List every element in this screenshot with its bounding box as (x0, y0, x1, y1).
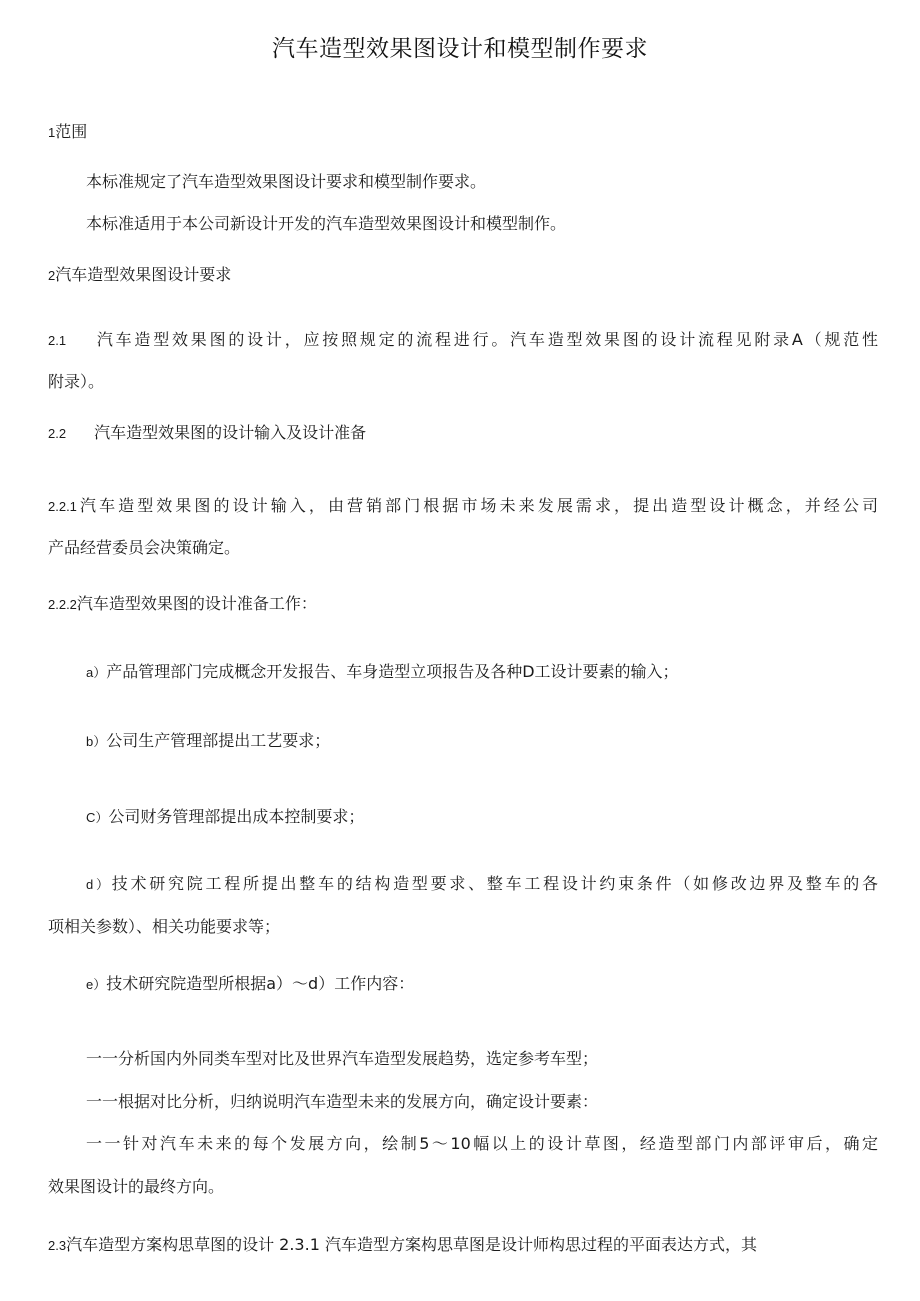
dash-item-2 (86, 1081, 878, 1123)
dash-text: 根据对比分析，归纳说明汽车造型未来的发展方向，确定设计要素： (118, 1092, 599, 1111)
clause-2-2-1-line-1 (48, 485, 878, 528)
paragraph: 本标准规定了汽车造型效果图设计要求和模型制作要求。 (86, 172, 487, 191)
list-item-c (86, 796, 878, 839)
item-marker: d） (86, 877, 112, 892)
dash-item-1 (86, 1038, 878, 1080)
item-text: 技术研究院工程所提出整车的结构造型要求、整车工程设计约束条件（如修改边界及整车的各 (111, 874, 878, 893)
paragraph: 本标准适用于本公司新设计开发的汽车造型效果图设计和模型制作。 (86, 214, 567, 233)
clause-2-2-2 (48, 583, 878, 626)
item-text: 技术研究院造型所根据a）～d）工作内容： (106, 974, 415, 993)
document-title: 汽车造型效果图设计和模型制作要求 (272, 36, 648, 62)
dash-item-3-line-1 (86, 1123, 878, 1165)
section-number: 1 (48, 125, 56, 140)
clause-number: 2.2.2 (48, 597, 77, 612)
list-item-e (86, 963, 878, 1006)
list-item-d-line-1 (86, 863, 878, 906)
dash-item-3-line-2: 效果图设计的最终方向。 (48, 1177, 225, 1196)
dash-text: 分析国内外同类车型对比及世界汽车造型发展趋势，选定参考车型； (118, 1049, 599, 1068)
clause-2-1-line-2: 附录）。 (48, 372, 105, 391)
clause-number: 2.2.1 (48, 499, 77, 514)
clause-text: 汽车造型效果图的设计，应按照规定的流程进行。汽车造型效果图的设计流程见附录A（规范性 (94, 330, 878, 349)
clause-text: 汽车造型效果图的设计输入及设计准备 (94, 423, 367, 442)
item-marker: b） (86, 734, 107, 749)
dash-marker: 一一 (86, 1134, 124, 1153)
clause-2-1-line-1 (48, 319, 878, 362)
list-item-b (86, 720, 878, 763)
clause-2-2-1-line-2: 产品经营委员会决策确定。 (48, 538, 241, 557)
item-marker: a） (86, 665, 107, 680)
item-marker: e） (86, 977, 107, 992)
clause-number: 2.3 (48, 1238, 67, 1253)
list-item-a (86, 651, 878, 694)
clause-2-3 (48, 1224, 878, 1267)
section-1-heading (48, 111, 878, 154)
clause-text: 汽车造型效果图的设计准备工作： (76, 594, 317, 613)
item-text: 产品管理部门完成概念开发报告、车身造型立项报告及各种D工设计要素的输入； (106, 662, 679, 681)
list-item-d-line-2: 项相关参数）、相关功能要求等； (48, 917, 281, 936)
clause-2-2 (48, 412, 878, 455)
clause-number: 2.1 (48, 333, 67, 348)
clause-text: 汽车造型效果图的设计输入，由营销部门根据市场未来发展需求，提出造型设计概念，并经公司 (76, 496, 878, 515)
section-number: 2 (48, 268, 56, 283)
section-heading-text: 范围 (55, 122, 88, 141)
section-2-heading (48, 254, 878, 297)
clause-text: 汽车造型方案构思草图的设计 2.3.1 汽车造型方案构思草图是设计师构思过程的平面表达方式，其 (66, 1235, 757, 1254)
section-heading-text: 汽车造型效果图设计要求 (55, 265, 232, 284)
item-text: 公司生产管理部提出工艺要求； (106, 731, 331, 750)
clause-number: 2.2 (48, 426, 67, 441)
dash-text: 针对汽车未来的每个发展方向，绘制5～10幅以上的设计草图，经造型部门内部评审后，确定 (123, 1134, 878, 1153)
dash-marker: 一一 (86, 1092, 119, 1111)
item-text: 公司财务管理部提出成本控制要求； (108, 807, 365, 826)
dash-marker: 一一 (86, 1049, 119, 1068)
item-marker: C） (86, 810, 109, 825)
